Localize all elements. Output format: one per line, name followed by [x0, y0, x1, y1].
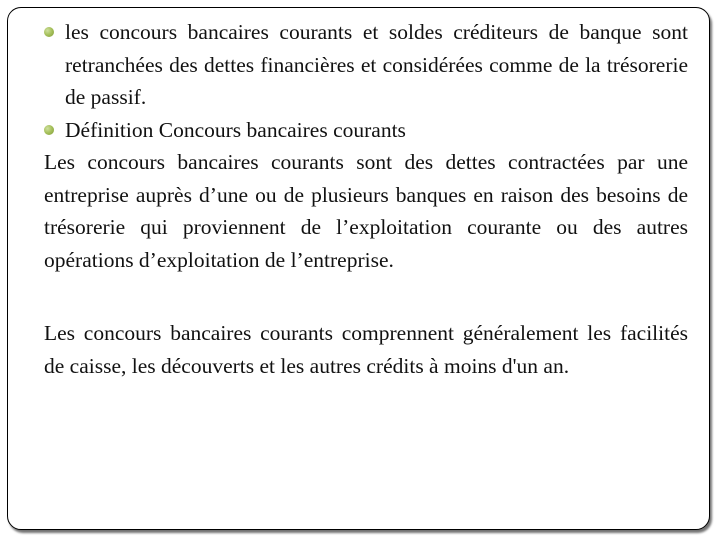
bullet-text: les concours bancaires courants et soldes créditeurs de banque sont retranchées des dettes financières et considérées comme de la trésorerie de passif.: [65, 20, 688, 109]
definition-paragraph: Les concours bancaires courants sont des dettes contractées par une entreprise auprès d’une ou de plusieurs banques en raison des besoins de trésorerie qui proviennent de l’exploitation courante ou des autres opérations d’exploitation de l’entreprise.: [44, 150, 688, 272]
bullet-text: Définition Concours bancaires courants: [65, 117, 406, 142]
bullet-dot-icon: [44, 27, 54, 37]
paragraph-spacer: [44, 276, 688, 317]
composition-paragraph: Les concours bancaires courants comprennent généralement les facilités de caisse, les découverts et les autres crédits à moins d'un an.: [44, 321, 688, 378]
slide-content: [44, 16, 688, 382]
bullet-item-treasury-liabilities: [44, 16, 688, 114]
bullet-item-definition: [44, 114, 688, 147]
bullet-dot-icon: [44, 125, 54, 135]
